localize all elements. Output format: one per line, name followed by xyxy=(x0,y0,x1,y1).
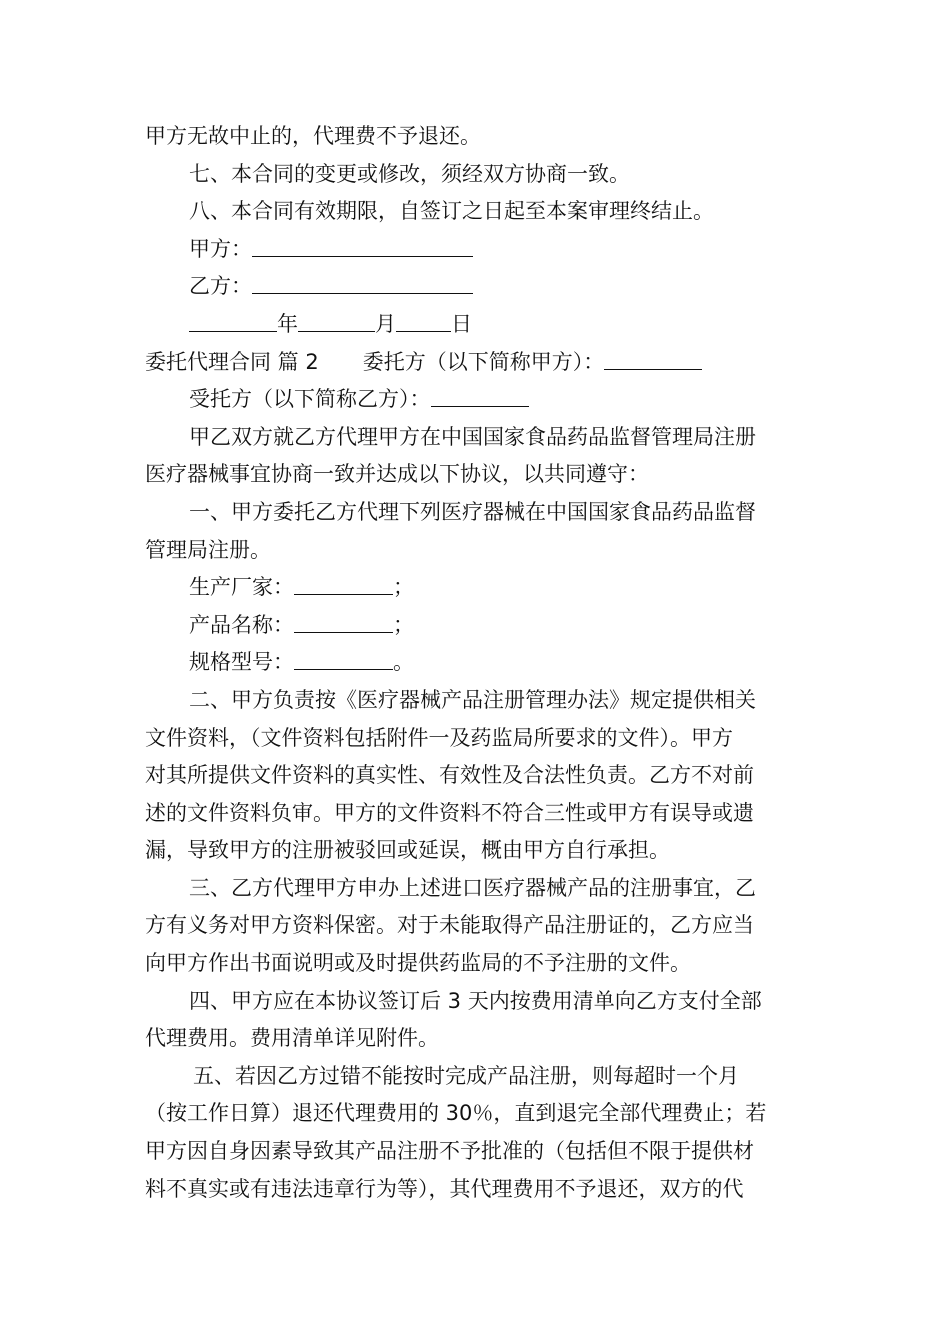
manufacturer-label: 生产厂家： xyxy=(189,575,294,600)
clause-7: 七、本合同的变更或修改，须经双方协商一致。 xyxy=(189,161,630,186)
party-b-blank[interactable] xyxy=(252,272,473,294)
clause-3-line-2: 方有义务对甲方资料保密。对于未能取得产品注册证的，乙方应当 xyxy=(145,913,754,938)
clause-2-line-3: 对其所提供文件资料的真实性、有效性及合法性负责。乙方不对前 xyxy=(145,763,754,788)
manufacturer-line xyxy=(145,569,810,607)
clause-5-line-4: 料不真实或有违法违章行为等），其代理费用不予退还，双方的代 xyxy=(145,1176,744,1201)
spec-line xyxy=(145,644,810,682)
preamble-line-1: 甲乙双方就乙方代理甲方在中国国家食品药品监督管理局注册 xyxy=(189,424,756,449)
document-body xyxy=(145,118,810,1208)
product-name-label: 产品名称： xyxy=(189,612,294,637)
agent-blank[interactable] xyxy=(431,385,529,407)
year-blank[interactable] xyxy=(189,310,277,332)
party-a-blank[interactable] xyxy=(252,235,473,257)
clause-3-line-3: 向甲方作出书面说明或及时提供药监局的不予注册的文件。 xyxy=(145,951,691,976)
clause-4-line-1: 四、甲方应在本协议签订后 3 天内按费用清单向乙方支付全部 xyxy=(189,988,762,1013)
party-b-signature-line xyxy=(145,268,810,306)
day-label: 日 xyxy=(451,311,472,336)
spec-period: 。 xyxy=(393,650,414,675)
date-line xyxy=(145,306,810,344)
manufacturer-semicolon: ； xyxy=(393,575,414,600)
clause-2-line-4: 述的文件资料负审。甲方的文件资料不符合三性或甲方有误导或遗 xyxy=(145,800,754,825)
contract-2-heading-line xyxy=(145,344,810,382)
product-name-line xyxy=(145,607,810,645)
agent-label: 受托方（以下简称乙方）： xyxy=(189,387,431,412)
party-a-signature-line xyxy=(145,231,810,269)
month-blank[interactable] xyxy=(298,310,375,332)
product-name-blank[interactable] xyxy=(294,611,393,633)
clause-2-line-5: 漏，导致甲方的注册被驳回或延误，概由甲方自行承担。 xyxy=(145,838,670,863)
agent-line xyxy=(145,381,810,419)
month-label: 月 xyxy=(375,311,396,336)
spec-blank[interactable] xyxy=(294,648,393,670)
preamble-line-2: 医疗器械事宜协商一致并达成以下协议，以共同遵守： xyxy=(145,462,649,487)
clause-5-line-3: 甲方因自身因素导致其产品注册不予批准的（包括但不限于提供材 xyxy=(145,1139,754,1164)
clause-5-line-2: （按工作日算）退还代理费用的 30％，直到退完全部代理费止；若 xyxy=(145,1101,767,1126)
spec-label: 规格型号： xyxy=(189,650,294,675)
clause-1-line-1: 一、甲方委托乙方代理下列医疗器械在中国国家食品药品监督 xyxy=(189,499,756,524)
manufacturer-blank[interactable] xyxy=(294,573,393,595)
clause-8: 八、本合同有效期限，自签订之日起至本案审理终结止。 xyxy=(189,199,714,224)
clause-1-line-2: 管理局注册。 xyxy=(145,537,271,562)
text-line: 甲方无故中止的，代理费不予退还。 xyxy=(145,124,481,148)
clause-4-line-2: 代理费用。费用清单详见附件。 xyxy=(145,1026,439,1051)
party-a-label: 甲方： xyxy=(189,236,252,261)
clause-2-line-2: 文件资料，（文件资料包括附件一及药监局所要求的文件）。甲方 xyxy=(145,725,733,750)
party-b-label: 乙方： xyxy=(189,274,252,299)
clause-3-line-1: 三、乙方代理甲方申办上述进口医疗器械产品的注册事宜，乙 xyxy=(189,875,756,900)
client-label: 委托方（以下简称甲方）： xyxy=(362,349,605,374)
product-name-semicolon: ； xyxy=(393,612,414,637)
clause-5-line-1: 五、若因乙方过错不能按时完成产品注册，则每超时一个月 xyxy=(193,1063,739,1088)
day-blank[interactable] xyxy=(396,310,451,332)
year-label: 年 xyxy=(277,311,298,336)
contract-2-heading: 委托代理合同 篇 2 xyxy=(145,349,319,374)
clause-2-line-1: 二、甲方负责按《医疗器械产品注册管理办法》规定提供相关 xyxy=(189,687,756,712)
client-blank[interactable] xyxy=(604,348,702,370)
